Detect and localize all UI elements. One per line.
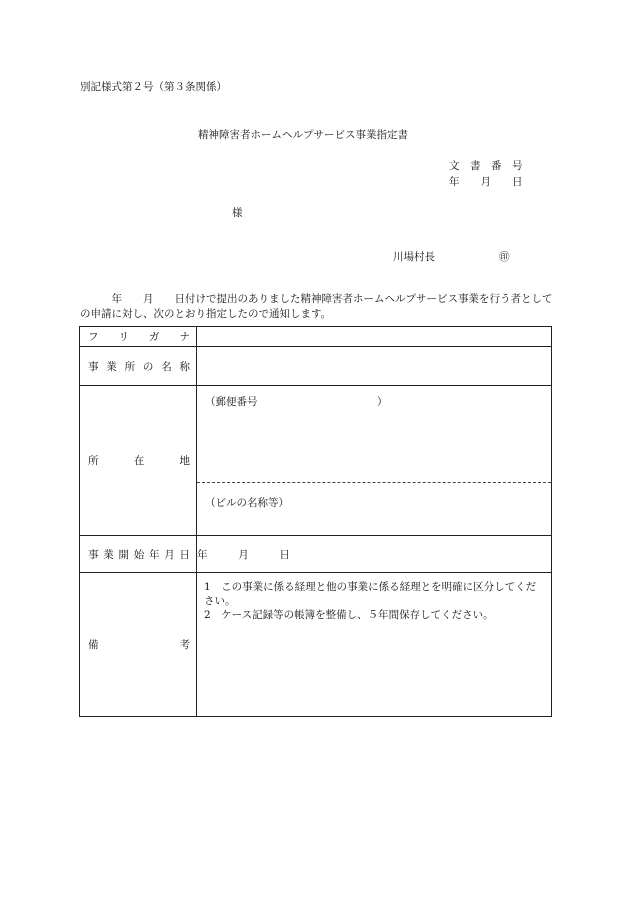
issuer-name: 川場村長 [393,251,435,263]
address-row [80,386,552,536]
document-title: 精神障害者ホームヘルプサービス事業指定書 [198,129,408,141]
start-year-unit: 年 [197,548,208,561]
furigana-row [80,327,552,347]
form-number: 別記様式第２号（第３条関係） [80,81,227,93]
issue-date-label: 年 月 日 [449,176,523,188]
furigana-label: フ リ ガ ナ [88,331,190,343]
postal-code-label: （郵便番号 [205,396,258,408]
start-date-row [80,536,552,573]
building-name-label: （ビルの名称等） [205,497,289,509]
facility-name-row [80,347,552,386]
address-label: 所 在 地 [88,455,190,467]
facility-name-label: 事 業 所 の 名 称 [88,360,190,373]
designation-table [79,326,552,717]
seal-mark: ㊞ [499,251,510,263]
start-date-label: 事 業 開 始 年 月 日 [88,548,190,561]
address-field[interactable] [197,386,551,483]
document-number-label: 文 書 番 号 [449,160,523,172]
furigana-field[interactable] [197,327,552,347]
start-day-unit: 日 [279,548,290,561]
remarks-row [80,573,552,717]
start-date-field[interactable] [197,536,552,573]
remark-item: 2 ケース記録等の帳簿を整備し、５年間保存してください。 [204,609,494,621]
addressee-suffix: 様 [232,207,243,219]
remarks-content [197,573,552,717]
notice-body: 年 月 日付けで提出のありました精神障害者ホームヘルプサービス事業を行う者としての申請に対し、次のとおり指定したので通知します。 [80,293,553,320]
building-name-field[interactable] [197,483,551,535]
remarks-label: 備 考 [88,639,190,651]
start-month-unit: 月 [238,548,249,561]
remark-item: 1 この事業に係る経理と他の事業に係る経理とを明確に区分してください。 [204,581,537,607]
facility-name-field[interactable] [197,347,552,386]
postal-code-close: ） [377,396,388,408]
